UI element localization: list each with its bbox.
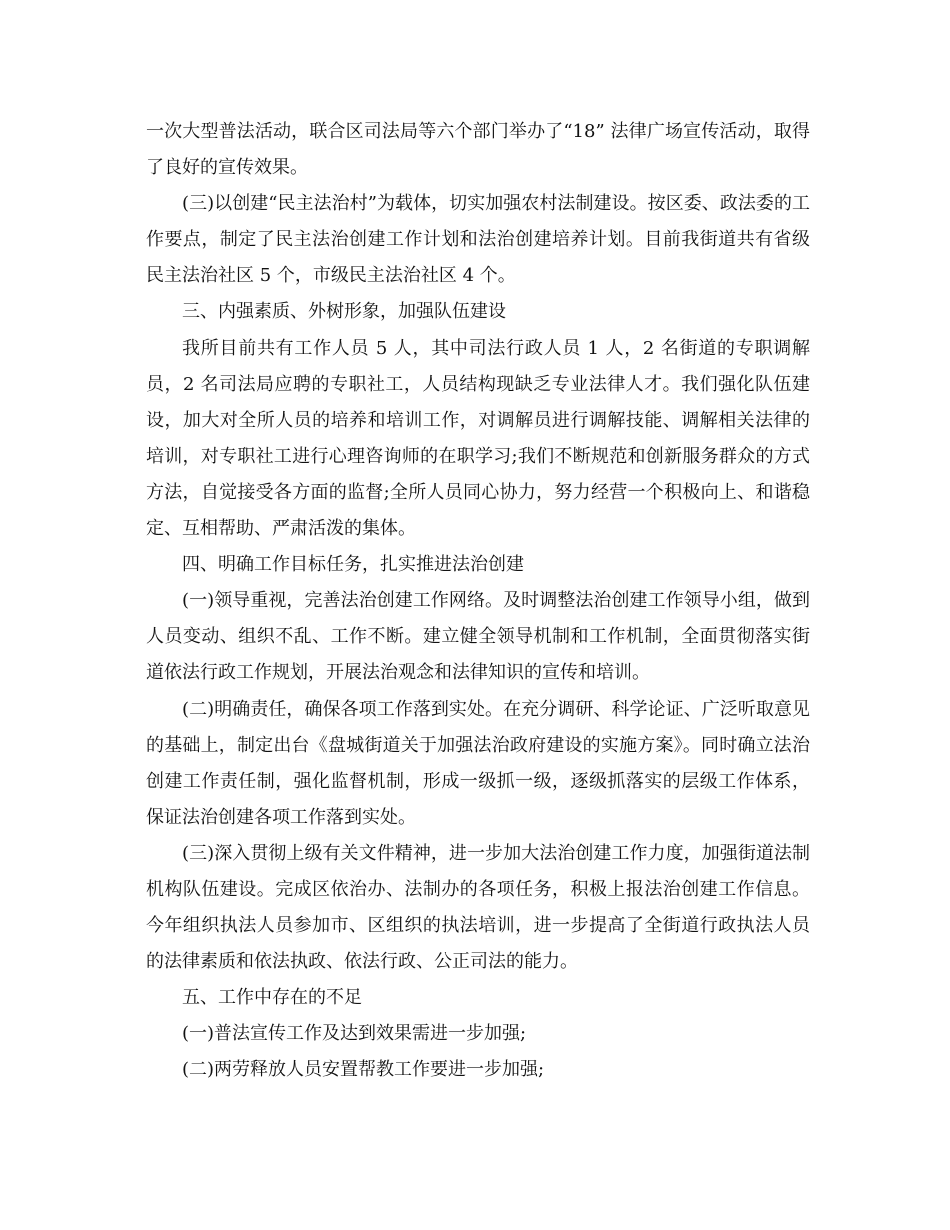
section-heading-shortcomings: 五、工作中存在的不足 (182, 987, 362, 1009)
list-item-shortcoming-2: (二)两劳释放人员安置帮教工作要进一步加强; (182, 1059, 545, 1081)
paragraph-campaign-continuation: 一次大型普法活动，联合区司法局等六个部门举办了“18” 法律广场宣传活动，取得了良好的宣传效果。 (146, 121, 810, 179)
section-heading-team-building: 三、内强素质、外树形象，加强队伍建设 (182, 301, 506, 323)
paragraph-responsibility: (二)明确责任，确保各项工作落到实处。在充分调研、科学论证、广泛听取意见的基础上，制定出台《盘城街道关于加强法治政府建设的实施方案》。同时确立法治创建工作责任制，强化监督机制，形成一级抓一级，逐级抓落实的层级工作体系，保证法治创建各项工作落到实处。 (146, 698, 810, 828)
section-heading-work-goals: 四、明确工作目标任务，扎实推进法治创建 (182, 554, 524, 576)
paragraph-implementation: (三)深入贯彻上级有关文件精神，进一步加大法治创建工作力度，加强街道法制机构队伍建设。完成区依治办、法制办的各项任务，积极上报法治创建工作信息。今年组织执法人员参加市、区组织的执法培训，进一步提高了全街道行政执法人员的法律素质和依法执政、依法行政、公正司法的能力。 (146, 842, 810, 973)
list-item-shortcoming-1: (一)普法宣传工作及达到效果需进一步加强; (182, 1023, 527, 1045)
paragraph-leadership: (一)领导重视，完善法治创建工作网络。及时调整法治创建工作领导小组，做到人员变动、组织不乱、工作不断。建立健全领导机制和工作机制，全面贯彻落实街道依法行政工作规划，开展法治观念和法律知识的宣传和培训。 (146, 590, 810, 684)
paragraph-staff-structure: 我所目前共有工作人员 5 人，其中司法行政人员 1 人，2 名街道的专职调解员，2 名司法局应聘的专职社工，人员结构现缺乏专业法律人才。我们强化队伍建设，加大对全所人员的培养和培训工作，对调解员进行调解技能、调解相关法律的培训，对专职社工进行心理咨询师的在职学习;我们不断规范和创新服务群众的方式方法，自觉接受各方面的监督;全所人员同心协力，努力经营一个积极向上、和谐稳定、互相帮助、严肃活泼的集体。 (146, 337, 810, 540)
document-body (146, 114, 810, 1089)
paragraph-democratic-village: (三)以创建“民主法治村”为载体，切实加强农村法制建设。按区委、政法委的工作要点，制定了民主法治创建工作计划和法治创建培养计划。目前我街道共有省级民主法治社区 5 个，市级民主法治社区 4 个。 (146, 193, 810, 287)
